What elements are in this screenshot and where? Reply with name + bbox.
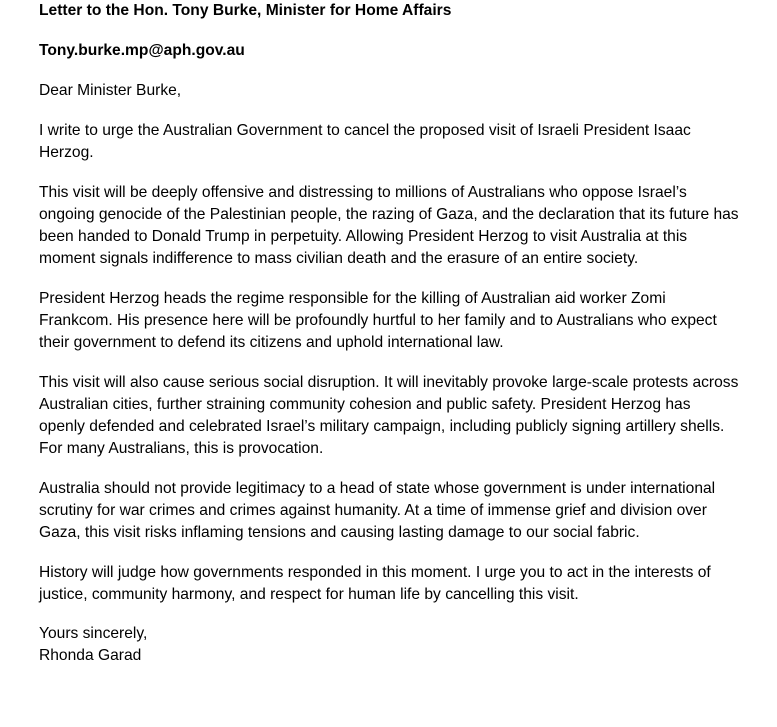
recipient-email: Tony.burke.mp@aph.gov.au <box>39 42 245 59</box>
paragraph-3: President Herzog heads the regime responsible for the killing of Australian aid worker Zomi Frankcom. His presence here will be profoundly hurtful to her family and to Australians who expect their government to defend its citizens and uphold international law. <box>39 290 717 351</box>
paragraph-1: I write to urge the Australian Government to cancel the proposed visit of Israeli President Isaac Herzog. <box>39 122 691 161</box>
salutation: Dear Minister Burke, <box>39 82 182 99</box>
paragraph-5: Australia should not provide legitimacy to a head of state whose government is under international scrutiny for war crimes and crimes against humanity. At a time of immense grief and division over Gaza, this visit risks inflaming tensions and causing lasting damage to our social fabric. <box>39 480 716 541</box>
paragraph-4: This visit will also cause serious social disruption. It will inevitably provoke large-scale protests across Australian cities, further straining community cohesion and public safety. President Herzog has openly defended and celebrated Israel’s military campaign, including publicly signing artillery shells. For many Australians, this is provocation. <box>39 374 739 457</box>
letter-body <box>39 0 739 667</box>
paragraph-6: History will judge how governments responded in this moment. I urge you to act in the interests of justice, community harmony, and respect for human life by cancelling this visit. <box>39 564 711 603</box>
signature: Rhonda Garad <box>39 647 142 664</box>
closing: Yours sincerely, <box>39 625 148 642</box>
paragraph-2: This visit will be deeply offensive and distressing to millions of Australians who oppose Israel’s ongoing genocide of the Palestinian people, the razing of Gaza, and the declaration that its future has been handed to Donald Trump in perpetuity. Allowing President Herzog to visit Australia at this moment signals indifference to mass civilian death and the erasure of an entire society. <box>39 184 739 267</box>
letter-title: Letter to the Hon. Tony Burke, Minister for Home Affairs <box>39 2 452 19</box>
